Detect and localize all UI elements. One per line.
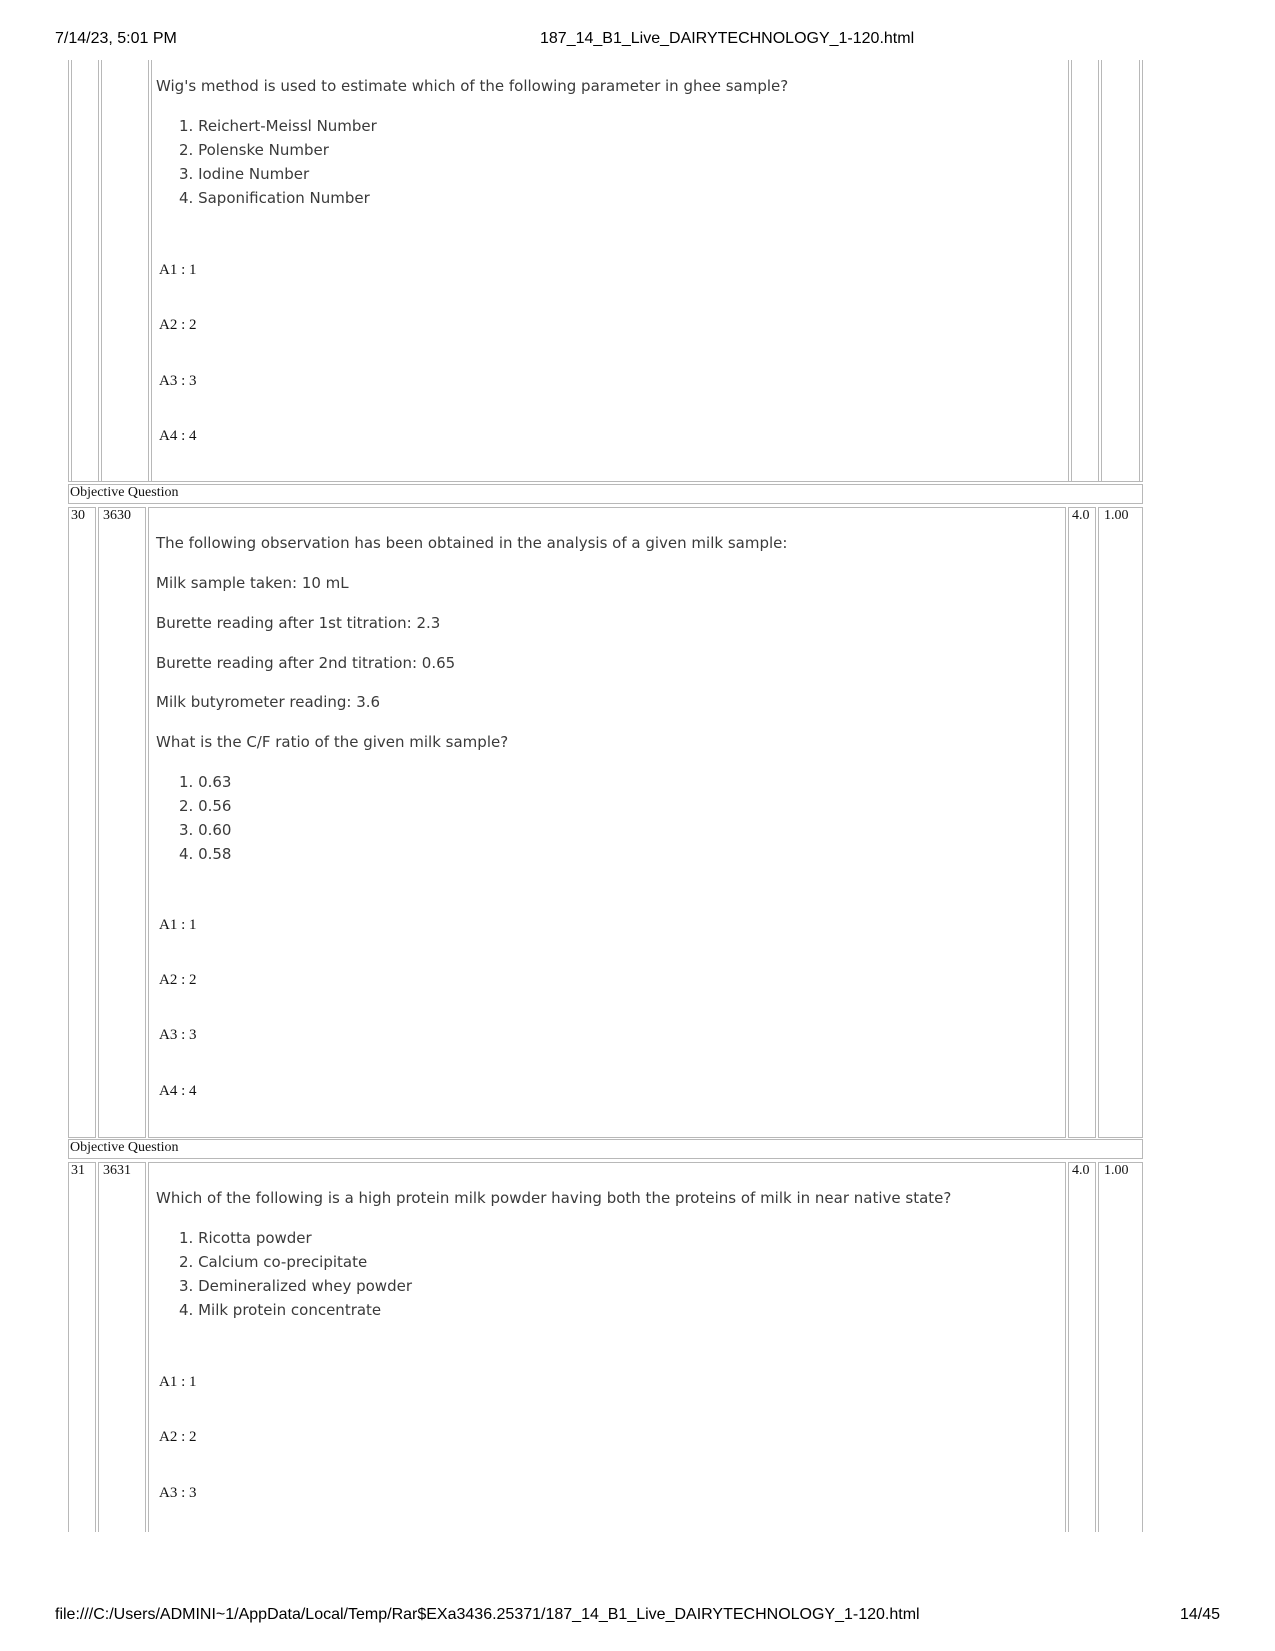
serial-cell — [68, 507, 96, 1138]
question-31-answer: A3 : 3 — [159, 1485, 197, 1501]
print-datetime: 7/14/23, 5:01 PM — [55, 30, 177, 47]
negative-marks-cell — [1098, 1162, 1143, 1532]
question-30-option: 2. 0.56 — [179, 797, 232, 815]
question-type-label: Objective Question — [70, 1140, 179, 1155]
question-30-answer: A3 : 3 — [159, 1027, 197, 1043]
marks-cell — [1068, 1162, 1096, 1532]
question-29-answer: A2 : 2 — [159, 317, 197, 333]
question-id-cell — [98, 507, 146, 1138]
question-31-text: Which of the following is a high protein milk powder having both the proteins of milk in near native state? — [156, 1189, 952, 1207]
question-30-text: The following observation has been obtained in the analysis of a given milk sample: — [156, 534, 788, 552]
question-29-answer: A4 : 4 — [159, 428, 197, 444]
question-29-answer: A1 : 1 — [159, 262, 197, 278]
question-31-option: 1. Ricotta powder — [179, 1229, 312, 1247]
page-number: 14/45 — [1180, 1606, 1221, 1623]
question-31-option: 2. Calcium co-precipitate — [179, 1253, 368, 1271]
question-30-answer: A4 : 4 — [159, 1083, 197, 1099]
question-30-text: Milk sample taken: 10 mL — [156, 574, 349, 592]
question-31-answer: A1 : 1 — [159, 1374, 197, 1390]
question-type-header — [68, 1139, 1143, 1159]
file-path: file:///C:/Users/ADMINI~1/AppData/Local/Temp/Rar$EXa3436.25371/187_14_B1_Live_DAIRYTECHNOLOGY_1-120.html — [55, 1606, 920, 1623]
question-serial: 31 — [71, 1163, 85, 1178]
question-29-option: 1. Reichert-Meissl Number — [179, 117, 377, 135]
question-negative-marks: 1.00 — [1104, 508, 1129, 523]
question-id: 3630 — [103, 508, 131, 523]
question-30-text: Burette reading after 2nd titration: 0.65 — [156, 654, 456, 672]
question-30-option: 1. 0.63 — [179, 773, 232, 791]
question-29-option: 4. Saponification Number — [179, 189, 370, 207]
question-id-cell — [98, 1162, 146, 1532]
question-marks: 4.0 — [1072, 508, 1090, 523]
question-marks: 4.0 — [1072, 1163, 1090, 1178]
question-negative-marks: 1.00 — [1104, 1163, 1129, 1178]
question-31-option: 3. Demineralized whey powder — [179, 1277, 412, 1295]
question-29-option: 2. Polenske Number — [179, 141, 329, 159]
question-30-text: Burette reading after 1st titration: 2.3 — [156, 614, 441, 632]
question-type-label: Objective Question — [70, 485, 179, 500]
question-30-option: 3. 0.60 — [179, 821, 232, 839]
question-29-answer: A3 : 3 — [159, 373, 197, 389]
question-31-option: 4. Milk protein concentrate — [179, 1301, 382, 1319]
question-29-option: 3. Iodine Number — [179, 165, 310, 183]
question-30-answer: A2 : 2 — [159, 972, 197, 988]
question-29-text: Wig's method is used to estimate which of the following parameter in ghee sample? — [156, 77, 789, 95]
negative-marks-cell — [1098, 507, 1143, 1138]
document-title: 187_14_B1_Live_DAIRYTECHNOLOGY_1-120.html — [540, 30, 915, 47]
question-30-option: 4. 0.58 — [179, 845, 232, 863]
question-id: 3631 — [103, 1163, 131, 1178]
marks-cell — [1068, 507, 1096, 1138]
question-30-answer: A1 : 1 — [159, 917, 197, 933]
question-type-header — [68, 484, 1143, 504]
question-30-text: Milk butyrometer reading: 3.6 — [156, 693, 381, 711]
question-serial: 30 — [71, 508, 85, 523]
question-body-cell — [148, 507, 1066, 1138]
question-31-answer: A2 : 2 — [159, 1429, 197, 1445]
question-body-cell — [148, 1162, 1066, 1532]
serial-cell — [68, 1162, 96, 1532]
question-30-text: What is the C/F ratio of the given milk sample? — [156, 733, 509, 751]
